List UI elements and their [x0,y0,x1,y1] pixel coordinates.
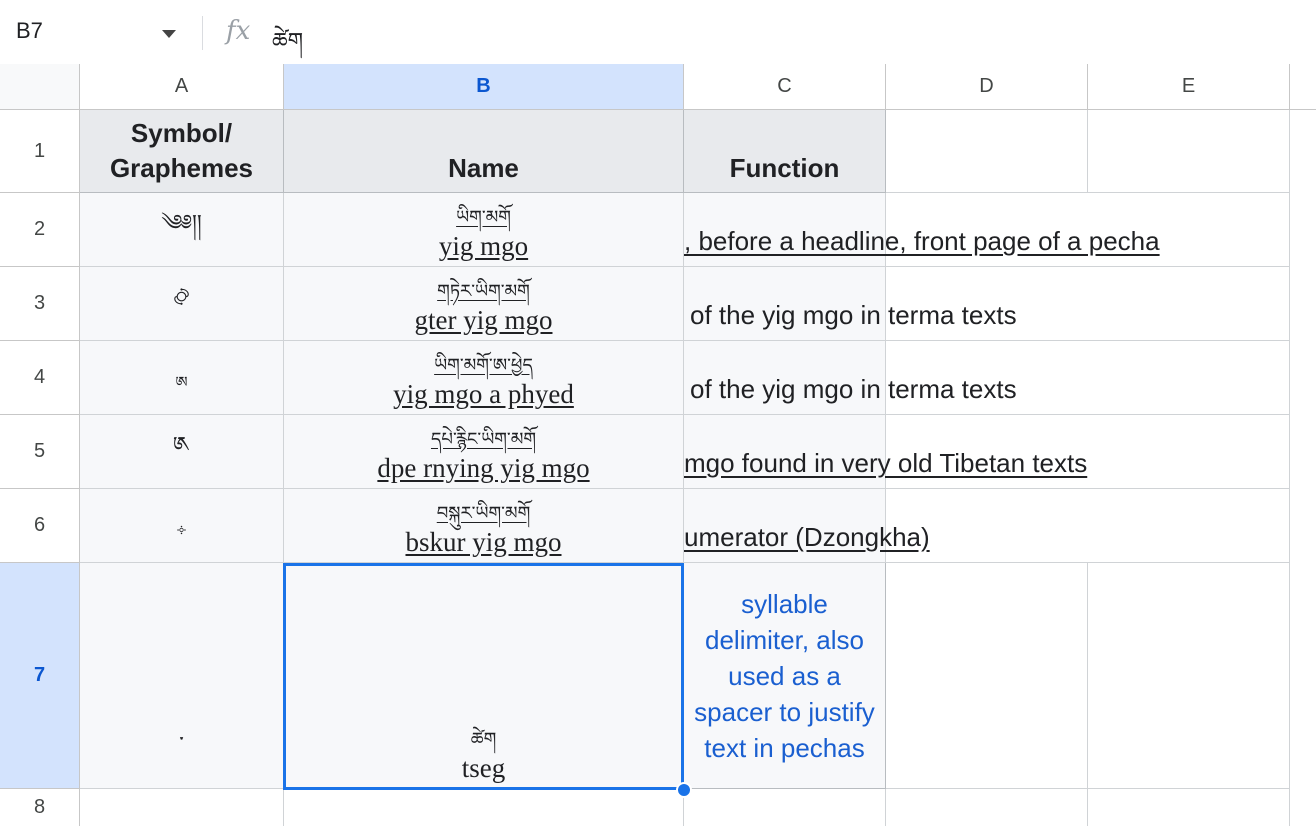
name-romanized: dpe rnying yig mgo [377,453,590,483]
formula-bar [0,0,1316,65]
column-header-a[interactable]: A [80,64,284,110]
function-text-row-6: umerator (Dzongkha) [684,522,930,552]
row-header-7[interactable]: 7 [0,563,80,789]
column-header-e[interactable]: E [1088,64,1290,110]
name-romanized: yig mgo a phyed [393,379,574,409]
name-tibetan: དཔེ་རྙིང་ཡིག་མགོ [430,429,537,450]
column-header-d[interactable]: D [886,64,1088,110]
column-header-b[interactable]: B [284,64,684,110]
name-romanized: bskur yig mgo [405,527,562,557]
name-tibetan: ཡིག་མགོ་ཨ་ཕྱེད [434,355,533,376]
name-tibetan: ཡིག་མགོ [456,207,511,228]
cell-d7[interactable] [886,563,1088,789]
row-header-1[interactable]: 1 [0,110,80,193]
function-text-row-3: of the yig mgo in terma texts [690,300,1017,330]
column-header-c[interactable]: C [684,64,886,110]
cell-a3-symbol[interactable]: ࿂ [80,267,284,341]
function-icon: fx [226,16,251,46]
cell-b2-name[interactable] [284,193,684,267]
cell-d8[interactable] [886,789,1088,826]
name-tibetan: ཚེག [470,729,497,750]
name-box[interactable]: B7 [16,18,43,43]
formula-bar-divider [202,16,203,50]
cell-b3-name[interactable] [284,267,684,341]
function-text-row-4: of the yig mgo in terma texts [690,374,1017,404]
cell-e8[interactable] [1088,789,1290,826]
header-cell-symbol[interactable]: Symbol/ Graphemes [80,110,284,193]
cell-a6-symbol[interactable]: ༓ [80,489,284,563]
name-romanized: tseg [461,753,506,783]
row-header-5[interactable]: 5 [0,415,80,489]
name-romanized: yig mgo [438,231,529,261]
select-all-corner[interactable] [0,64,80,110]
cell-a4-symbol[interactable]: ཨ [80,341,284,415]
name-tibetan: གཏེར་ཡིག་མགོ [437,281,530,302]
cell-a5-symbol[interactable]: ༁ [80,415,284,489]
name-romanized: gter yig mgo [414,305,553,335]
column-header-overflow [1290,64,1316,110]
cell-a7-symbol[interactable]: ་ [80,563,284,789]
cell-b5-name[interactable] [284,415,684,489]
row-header-4[interactable]: 4 [0,341,80,415]
header-cell-function[interactable]: Function [684,110,886,193]
cell-e3[interactable] [1088,267,1290,341]
chevron-down-icon[interactable] [162,30,176,38]
cell-e6[interactable] [1088,489,1290,563]
cell-b6-name[interactable] [284,489,684,563]
name-tibetan: བསྐུར་ཡིག་མགོ [436,503,531,524]
function-text-row-5: mgo found in very old Tibetan texts [684,448,1088,478]
row-header-2[interactable]: 2 [0,193,80,267]
cell-c8[interactable] [684,789,886,826]
cell-a8[interactable] [80,789,284,826]
cell-b8[interactable] [284,789,684,826]
row-header-3[interactable]: 3 [0,267,80,341]
header-cell-name[interactable]: Name [284,110,684,193]
cell-c7-function[interactable]: syllable delimiter, also used as a spacer to justify text in pechas [684,563,886,789]
cell-e7[interactable] [1088,563,1290,789]
cell-e1[interactable] [1088,110,1290,193]
formula-input[interactable]: ཚེག [272,29,304,54]
cell-b4-name[interactable] [284,341,684,415]
cell-d1[interactable] [886,110,1088,193]
function-text-row-2: , before a headline, front page of a pecha [684,226,1160,256]
row-header-8[interactable]: 8 [0,789,80,826]
fill-handle[interactable] [676,782,692,798]
cell-b7-name[interactable] [284,563,684,789]
cell-e4[interactable] [1088,341,1290,415]
cell-a2-symbol[interactable]: ༄༅།། [80,193,284,267]
row-header-6[interactable]: 6 [0,489,80,563]
